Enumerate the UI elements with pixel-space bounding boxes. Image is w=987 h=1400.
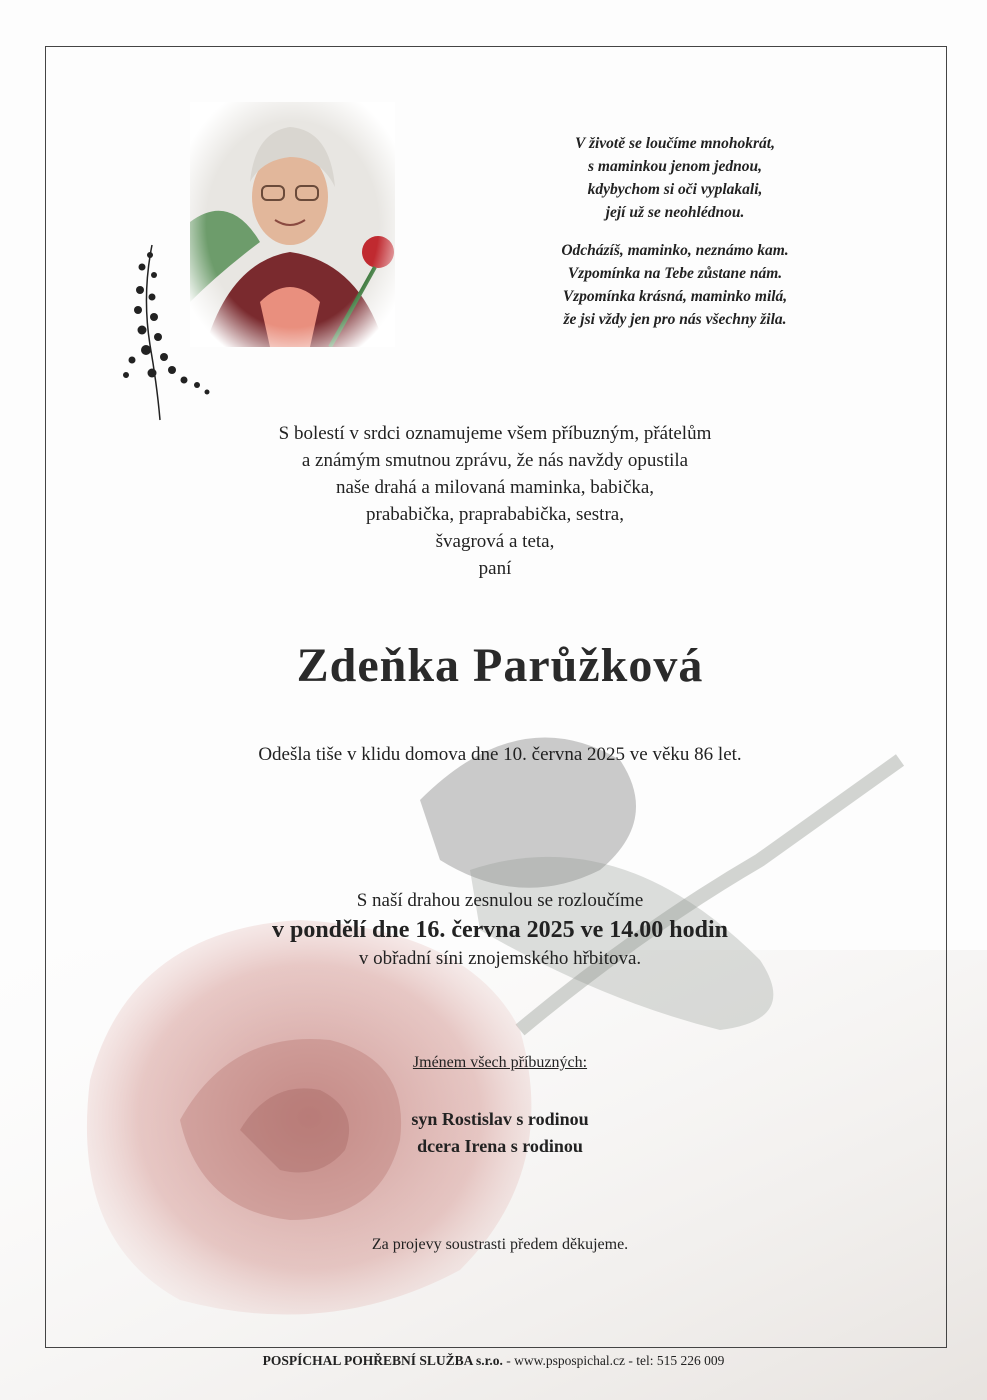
relatives-list: [200, 1106, 800, 1160]
announcement-text: [150, 420, 840, 582]
announcement-line: švagrová a teta,: [435, 531, 555, 552]
farewell-info: [100, 888, 900, 972]
poem-line: V životě se loučíme mnohokrát,: [575, 135, 775, 152]
announcement-line: naše drahá a milovaná maminka, babička,: [335, 477, 655, 498]
footer-contact: - www.pspospichal.cz - tel: 515 226 009: [502, 1353, 725, 1368]
death-notice: Odešla tiše v klidu domova dne 10. června 2025 ve věku 86 let.: [258, 744, 742, 765]
poem-line: Vzpomínka krásná, maminko milá,: [562, 288, 788, 305]
poem-line: její už se neohlédnou.: [605, 204, 745, 221]
announcement-line: a známým smutnou zprávu, že nás navždy opustila: [301, 450, 689, 471]
announcement-line: prababička, praprababička, sestra,: [366, 504, 624, 525]
poem-line: Vzpomínka na Tebe zůstane nám.: [567, 265, 783, 282]
poem-line: že jsi vždy jen pro nás všechny žila.: [563, 311, 787, 328]
poem-line: s maminkou jenom jednou,: [588, 158, 762, 175]
footer-company: POSPÍCHAL POHŘEBNÍ SLUŽBA s.r.o.: [262, 1353, 503, 1368]
relative-item: syn Rostislav s rodinou: [411, 1109, 589, 1129]
footer: [100, 1353, 887, 1369]
poem-line: Odcházíš, maminko, neznámo kam.: [561, 242, 789, 259]
poem-line: kdybychom si oči vyplakali,: [587, 181, 763, 198]
deceased-name: Zdeňka Parůžková: [296, 639, 704, 692]
poem-stanza-2: [510, 239, 840, 331]
relative-item: dcera Irena s rodinou: [417, 1136, 583, 1156]
relatives-heading: Jménem všech příbuzných:: [412, 1054, 588, 1071]
poem-stanza-1: [510, 132, 840, 224]
announcement-line: paní: [478, 558, 512, 579]
farewell-date-time: v pondělí dne 16. června 2025 ve 14.00 hodin: [271, 917, 729, 943]
announcement-line: S bolestí v srdci oznamujeme všem příbuzným, přátelům: [278, 423, 712, 444]
farewell-place: v obřadní síni znojemského hřbitova.: [358, 948, 642, 969]
flower-sprig-icon: [112, 235, 232, 425]
thanks-text: Za projevy soustrasti předem děkujeme.: [371, 1236, 629, 1253]
farewell-line-1: S naší drahou zesnulou se rozloučíme: [356, 890, 644, 911]
poem: [510, 132, 840, 346]
